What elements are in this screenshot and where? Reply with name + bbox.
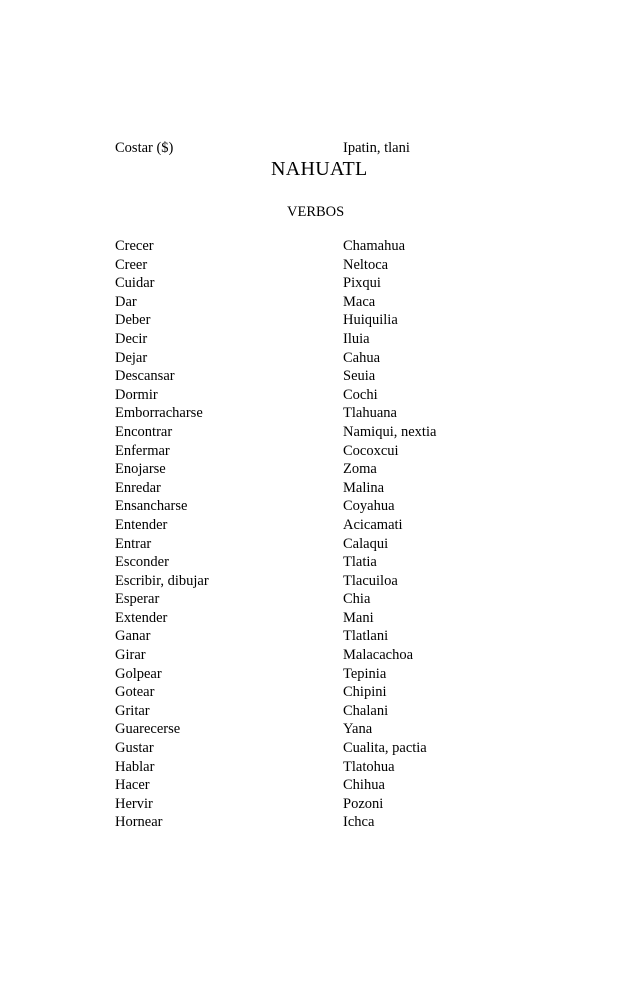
- vocab-entry: [115, 256, 535, 275]
- vocabulary-list: [115, 237, 535, 832]
- spanish-term: Creer: [115, 256, 148, 273]
- vocab-entry: [115, 330, 535, 349]
- spanish-term: Dormir: [115, 386, 158, 403]
- spanish-term: Descansar: [115, 368, 175, 385]
- spanish-term: Extender: [115, 609, 168, 626]
- vocab-entry: [115, 274, 535, 293]
- spanish-term: Gritar: [115, 702, 150, 719]
- nahuatl-term: Chamahua: [343, 238, 406, 254]
- spanish-term: Dejar: [115, 349, 148, 366]
- vocab-entry: [115, 237, 535, 256]
- spanish-term: Golpear: [115, 665, 162, 682]
- vocab-entry: [115, 665, 535, 684]
- spanish-term: Esperar: [115, 591, 160, 608]
- vocab-entry: [115, 349, 535, 368]
- nahuatl-term: Cochi: [343, 386, 378, 403]
- spanish-term: Hervir: [115, 795, 153, 812]
- spanish-term: Gustar: [115, 740, 154, 757]
- nahuatl-term: Tepinia: [343, 665, 387, 682]
- nahuatl-term: Chalani: [343, 702, 389, 719]
- vocab-entry: [115, 609, 535, 628]
- spanish-term: Encontrar: [115, 423, 173, 440]
- nahuatl-term: Iluia: [343, 330, 370, 347]
- spanish-term: Hornear: [115, 814, 163, 831]
- nahuatl-term: Calaqui: [343, 535, 389, 552]
- vocab-entry: [115, 776, 535, 795]
- vocab-entry: [115, 535, 535, 554]
- spanish-term: Decir: [115, 330, 148, 347]
- nahuatl-term: Pozoni: [343, 795, 384, 812]
- spanish-term: Entender: [115, 516, 168, 533]
- spanish-term: Entrar: [115, 535, 152, 552]
- vocab-entry: [115, 572, 535, 591]
- nahuatl-term: Neltoca: [343, 256, 389, 273]
- spanish-term: Esconder: [115, 554, 169, 571]
- nahuatl-term: Acicamati: [343, 516, 403, 533]
- nahuatl-term: Maca: [343, 293, 376, 310]
- nahuatl-term: Seuia: [343, 368, 376, 385]
- spanish-term: Enojarse: [115, 461, 166, 478]
- vocab-entry: [115, 423, 535, 442]
- spanish-term: Enredar: [115, 479, 161, 496]
- vocab-entry: [115, 683, 535, 702]
- nahuatl-term: Chipini: [343, 684, 387, 701]
- spanish-term: Hablar: [115, 758, 155, 775]
- spanish-term: Cuidar: [115, 275, 155, 292]
- nahuatl-term: Tlatohua: [343, 758, 395, 775]
- nahuatl-term: Malina: [343, 479, 385, 496]
- nahuatl-term: Coyahua: [343, 498, 395, 515]
- vocab-entry: [115, 442, 535, 461]
- vocab-entry: [115, 516, 535, 535]
- nahuatl-term: Namiqui, nextia: [343, 423, 437, 440]
- nahuatl-term: Pixqui: [343, 275, 381, 292]
- vocab-entry: [115, 293, 535, 312]
- vocab-entry: [115, 720, 535, 739]
- spanish-term: Ensancharse: [115, 498, 188, 515]
- nahuatl-term: Cahua: [343, 349, 381, 366]
- vocab-entry: [115, 702, 535, 721]
- vocab-entry: [115, 627, 535, 646]
- nahuatl-term: Mani: [343, 609, 374, 626]
- nahuatl-term: Tlatlani: [343, 628, 389, 645]
- vocab-entry: [115, 311, 535, 330]
- spanish-term: Costar ($): [115, 140, 174, 156]
- spanish-term: Crecer: [115, 238, 154, 254]
- nahuatl-term: Tlacuiloa: [343, 572, 398, 589]
- vocab-entry: [115, 404, 535, 423]
- spanish-term: Enfermar: [115, 442, 170, 459]
- spanish-term: Escribir, dibujar: [115, 572, 209, 589]
- nahuatl-term: Malacachoa: [343, 647, 414, 664]
- nahuatl-term: Yana: [343, 721, 373, 738]
- vocab-entry: [115, 590, 535, 609]
- vocab-entry: [115, 739, 535, 758]
- vocab-entry: [115, 497, 535, 516]
- spanish-term: Girar: [115, 647, 146, 664]
- spanish-term: Emborracharse: [115, 405, 203, 422]
- page-title: NAHUATL: [271, 158, 368, 180]
- nahuatl-term: Huiquilia: [343, 312, 398, 329]
- spanish-term: Gotear: [115, 684, 155, 701]
- section-heading: VERBOS: [287, 204, 345, 220]
- nahuatl-term: Chia: [343, 591, 371, 608]
- vocab-entry: [115, 386, 535, 405]
- nahuatl-term: Ipatin, tlani: [343, 140, 410, 156]
- vocab-entry: [115, 758, 535, 777]
- vocab-entry: [115, 367, 535, 386]
- nahuatl-term: Cocoxcui: [343, 442, 399, 459]
- spanish-term: Hacer: [115, 777, 150, 794]
- nahuatl-term: Tlahuana: [343, 405, 397, 422]
- vocab-entry: [115, 795, 535, 814]
- spanish-term: Deber: [115, 312, 151, 329]
- nahuatl-term: Cualita, pactia: [343, 740, 427, 757]
- vocab-entry: [115, 646, 535, 665]
- vocab-entry: [115, 553, 535, 572]
- spanish-term: Guarecerse: [115, 721, 181, 738]
- nahuatl-term: Tlatia: [343, 554, 377, 571]
- nahuatl-term: Ichca: [343, 814, 375, 831]
- nahuatl-term: Chihua: [343, 777, 385, 794]
- spanish-term: Dar: [115, 293, 137, 310]
- vocab-entry: [115, 460, 535, 479]
- nahuatl-term: Zoma: [343, 461, 377, 478]
- vocab-entry: [115, 479, 535, 498]
- vocab-entry: [115, 813, 535, 832]
- spanish-term: Ganar: [115, 628, 151, 645]
